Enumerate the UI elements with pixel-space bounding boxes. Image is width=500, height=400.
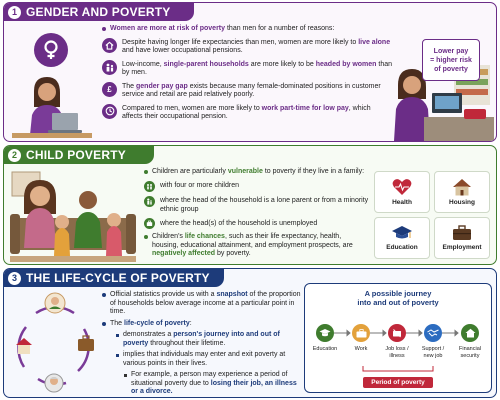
life-cycle-sub-2: [102, 351, 302, 368]
mortarboard-icon: [316, 324, 334, 342]
section-title: CHILD POVERTY: [26, 148, 126, 162]
child-point-text: where the head of the household is a lone parent or from a minority ethnic group: [160, 197, 369, 213]
sub-bullet-icon: [116, 334, 119, 337]
health-card: [374, 171, 430, 213]
female-symbol-icon: [34, 33, 68, 67]
text-bold: life-cycle of poverty: [124, 319, 190, 327]
child-lead: [144, 168, 369, 177]
lead-rest: than men for a number of reasons:: [225, 25, 335, 32]
callout-line: Lower pay: [433, 47, 469, 55]
bullet-icon: [144, 170, 148, 174]
text: Children are particularly: [152, 168, 228, 175]
section-header-gender: [4, 3, 194, 21]
text-bold: gender pay gap: [136, 82, 188, 90]
bullet-icon: [102, 27, 106, 31]
employment-label: Employment: [442, 244, 482, 251]
briefcase-icon: [352, 324, 370, 342]
text: :: [189, 319, 192, 327]
journey-step-work: [346, 324, 376, 353]
gender-points: [102, 25, 392, 126]
text-bold: snapshot: [216, 291, 248, 298]
text-bold: life chances: [184, 233, 225, 240]
callout-line: = higher risk: [430, 56, 472, 64]
heart-pulse-icon: [392, 178, 412, 196]
text: Low-income,: [122, 60, 164, 68]
life-cycle-point: [102, 320, 302, 329]
text: exists because many female-dominated positions in customer service and retail are paid relatively poorly.: [122, 82, 381, 98]
gender-point-4: [102, 104, 392, 122]
briefcase-icon: [144, 218, 155, 229]
bullet-icon: [102, 293, 106, 297]
children-icon: [144, 181, 155, 192]
life-cycle-diagram: [14, 291, 96, 395]
journey-step-job-loss: [382, 324, 412, 359]
gender-poverty-panel: [3, 2, 497, 142]
step-label: Work: [354, 346, 368, 352]
text-bold: negatively affected: [152, 250, 216, 257]
text-bold: single-parent households: [163, 60, 249, 68]
step-label: Education: [312, 346, 338, 352]
text-bold: person's journey into and out of poverty: [123, 331, 280, 347]
text: Despite having longer life expectancies than men, women are more likely to: [122, 38, 359, 46]
education-card: [374, 217, 430, 259]
text: and have lower occupational pensions.: [122, 47, 243, 54]
journey-title-line: A possible journey: [364, 289, 432, 298]
text: implies that individuals may enter and exit poverty at various points in their lives.: [123, 351, 286, 367]
snapshot-point: [102, 291, 302, 317]
life-cycle-points: [102, 291, 302, 397]
text-bold: headed by women: [315, 60, 377, 68]
sub-bullet-icon: [116, 354, 119, 357]
life-chances-point: [144, 233, 369, 259]
text: The: [110, 319, 125, 327]
gender-lead: [102, 25, 392, 34]
job-loss-icon: [388, 324, 406, 342]
text: than by men.: [122, 60, 393, 76]
text-bold: vulnerable: [227, 168, 263, 175]
gender-point-1: [102, 38, 392, 56]
text: throughout their lifetime.: [148, 339, 226, 347]
bullet-icon: [102, 322, 106, 326]
gender-point-3: [102, 82, 392, 100]
child-poverty-panel: [3, 145, 497, 265]
sub-bullet-icon: [124, 374, 127, 377]
section-title: GENDER AND POVERTY: [26, 5, 171, 19]
text-bold: losing their job, an illness or a divorce.: [131, 379, 297, 395]
clock-icon: [102, 104, 117, 119]
text: , such as their life expectancy, health, housing, educational attainment, and employment prospects, are: [152, 233, 353, 249]
bullet-icon: [144, 235, 148, 239]
life-cycle-panel: [3, 268, 497, 398]
child-points: [144, 168, 369, 259]
child-point-text: where the head(s) of the household is unemployed: [160, 219, 318, 227]
housing-card: [434, 171, 490, 213]
text: For example, a person may experience a period of situational poverty due to: [131, 371, 288, 387]
child-point-1: [144, 181, 369, 192]
education-label: Education: [386, 244, 418, 251]
text: of the proportion of households below average income at a particular point in time.: [110, 291, 301, 315]
section-header-life-cycle: [4, 269, 224, 287]
handshake-icon: [424, 324, 442, 342]
employment-card: [434, 217, 490, 259]
step-label: Financial security: [458, 346, 481, 359]
family-icon: [102, 60, 117, 75]
house-icon: [461, 324, 479, 342]
journey-title-line: into and out of poverty: [357, 298, 439, 307]
child-point-text: with four or more children: [160, 182, 239, 189]
child-point-3: [144, 218, 369, 229]
family-illustration: [10, 168, 136, 262]
step-label: Support / new job: [421, 346, 445, 359]
lead-bold: Women are more at risk of poverty: [110, 25, 226, 32]
journey-step-support: [418, 324, 448, 359]
poverty-journey-box: [304, 283, 492, 393]
child-point-2: [144, 196, 369, 215]
callout-line: of poverty: [434, 65, 468, 73]
briefcase-icon: [452, 225, 472, 241]
journey-step-education: [310, 324, 340, 353]
housing-label: Housing: [449, 199, 475, 206]
section-header-child: [4, 146, 154, 164]
health-label: Health: [392, 199, 412, 206]
section-number: 3: [8, 272, 21, 285]
lower-pay-callout: [422, 39, 480, 81]
gender-point-2: [102, 60, 392, 78]
house-icon: [102, 38, 117, 53]
step-label: Job loss / illness: [385, 346, 409, 359]
life-cycle-example: [102, 371, 302, 397]
text: are more likely to be: [248, 60, 316, 68]
woman-laptop-illustration: [12, 73, 92, 138]
life-cycle-sub-1: [102, 331, 302, 348]
graduation-cap-icon: [391, 225, 413, 241]
section-number: 2: [8, 149, 21, 162]
text: The: [122, 82, 137, 90]
section-title: THE LIFE-CYCLE OF POVERTY: [26, 271, 210, 285]
life-chances-grid: [374, 171, 492, 259]
text: Compared to men, women are more likely to: [122, 104, 262, 112]
text: demonstrates a: [123, 331, 174, 338]
journey-step-security: [455, 324, 485, 359]
period-of-poverty-label: Period of poverty: [363, 377, 433, 388]
text: , which affects their occupational pension.: [122, 104, 371, 120]
text: by poverty.: [215, 250, 251, 257]
house-icon: [452, 178, 472, 196]
pound-icon: £: [102, 82, 117, 97]
text: Official statistics provide us with a: [110, 291, 217, 298]
text: to poverty if they live in a family:: [262, 168, 365, 175]
text-bold: work part-time for low pay: [261, 104, 349, 112]
parent-child-icon: [144, 196, 155, 207]
text-bold: live alone: [358, 38, 391, 46]
section-number: 1: [8, 6, 21, 19]
text: Children's: [152, 233, 185, 240]
